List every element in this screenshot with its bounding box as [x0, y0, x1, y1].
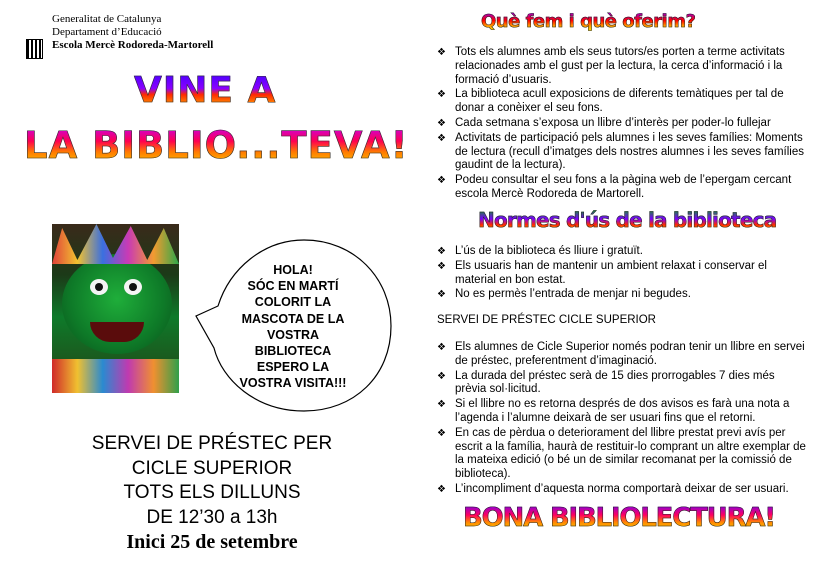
list-item: ❖ La biblioteca acull exposicions de diferents temàtiques per tal de donar a conèixer el seu fons. [437, 88, 784, 115]
catalonia-seal-icon [26, 39, 43, 59]
bubble-line: MASCOTA DE LA [241, 311, 345, 326]
what-we-do-list [437, 46, 807, 203]
diamond-bullet-icon: ❖ [437, 483, 446, 495]
list-item: ❖ Tots els alumnes amb els seus tutors/es porten a terme activitats relacionades amb el gust per la lectura, la cerca d’informació i la formació d’usuaris. [437, 46, 785, 86]
diamond-bullet-icon: ❖ [437, 427, 446, 439]
closing-slogan: BONA BIBLIOLECTURA! [463, 503, 775, 533]
diamond-bullet-icon: ❖ [437, 47, 446, 58]
service-start-date: Inici 25 de setembre [126, 531, 298, 553]
section-heading-rules: Normes d'ús de la biblioteca [478, 208, 777, 232]
service-line: TOTS ELS DILLUNS [123, 482, 301, 503]
list-item: ❖ Els alumnes de Cicle Superior només podran tenir un llibre en servei de préstec, preferentment d’imaginació. [437, 341, 805, 367]
list-item: ❖ Activitats de participació pels alumnes i les seves famílies: Moments de lectura (recull d’imatges dels nostres alumnes i les seves famílies gaudint de la lectura). [437, 131, 804, 172]
institution-header [52, 13, 213, 52]
list-item: ❖ Els usuaris han de mantenir un ambient relaxat i conservar el material en bon estat. [437, 259, 767, 286]
diamond-bullet-icon: ❖ [437, 289, 446, 301]
bubble-line: VOSTRA VISITA!!! [239, 376, 347, 391]
service-line: CICLE SUPERIOR [131, 457, 293, 479]
list-item: ❖ Podeu consultar el seu fons a la pàgina web de l’epergam cercant escola Mercè Rodoreda de Martorell. [437, 174, 792, 200]
bubble-line: SÓC EN MARTÍ [247, 279, 339, 294]
list-item: ❖ L’incompliment d’aquesta norma comportarà deixar de ser usuari. [437, 482, 789, 495]
speech-bubble-text [228, 262, 358, 392]
list-item: ❖ No es permès l’entrada de menjar ni begudes. [437, 288, 691, 301]
diamond-bullet-icon: ❖ [437, 89, 446, 101]
section-heading-loan-service: SERVEI DE PRÉSTEC CICLE SUPERIOR [437, 314, 656, 326]
bubble-line: COLORIT LA [254, 295, 332, 310]
section-heading-what-we-do: Què fem i què oferim? [481, 11, 696, 32]
bubble-line: VOSTRA [266, 327, 320, 342]
diamond-bullet-icon: ❖ [437, 132, 446, 144]
mascot-photo [52, 224, 179, 393]
diamond-bullet-icon: ❖ [437, 246, 446, 257]
header-line-school: Escola Mercè Rodoreda-Martorell [52, 39, 214, 51]
list-item: ❖ Si el llibre no es retorna després de dos avisos es farà una nota a l’agenda i l’alumne deixarà de ser usuari fins que el retorni. [437, 398, 790, 424]
title-line-1: VINE A [134, 70, 277, 111]
list-item: ❖ La durada del préstec serà de 15 dies prorrogables 7 dies més prèvia sol·licitud. [437, 369, 775, 396]
list-item: ❖ L’ús de la biblioteca és lliure i gratuït. [437, 245, 643, 257]
service-info [62, 432, 362, 555]
bubble-line: ESPERO LA [256, 360, 330, 375]
diamond-bullet-icon: ❖ [437, 260, 446, 272]
rules-list [437, 245, 797, 303]
bubble-line: BIBLIOTECA [254, 344, 332, 359]
diamond-bullet-icon: ❖ [437, 399, 446, 411]
list-item: ❖ En cas de pèrdua o deteriorament del llibre prestat previ avís per escrit a la família, haurà de restituir-lo comprant un altre exemplar de la mateixa edició (o bé un de similar recomanat per la comissió de biblioteca). [437, 426, 806, 481]
header-line-generalitat: Generalitat de Catalunya [52, 13, 162, 25]
service-line: SERVEI DE PRÉSTEC PER [91, 433, 333, 454]
diamond-bullet-icon: ❖ [437, 370, 446, 382]
diamond-bullet-icon: ❖ [437, 117, 446, 129]
header-line-department: Departament d’Educació [52, 26, 162, 38]
service-line: DE 12’30 a 13h [146, 506, 278, 528]
title-line-2: LA BIBLIO...TEVA! [24, 124, 409, 167]
bubble-line: HOLA! [273, 263, 313, 277]
diamond-bullet-icon: ❖ [437, 175, 446, 187]
loan-rules-list [437, 341, 807, 498]
diamond-bullet-icon: ❖ [437, 342, 446, 353]
list-item: ❖ Cada setmana s’exposa un llibre d’interès per poder-lo fullejar [437, 116, 771, 129]
